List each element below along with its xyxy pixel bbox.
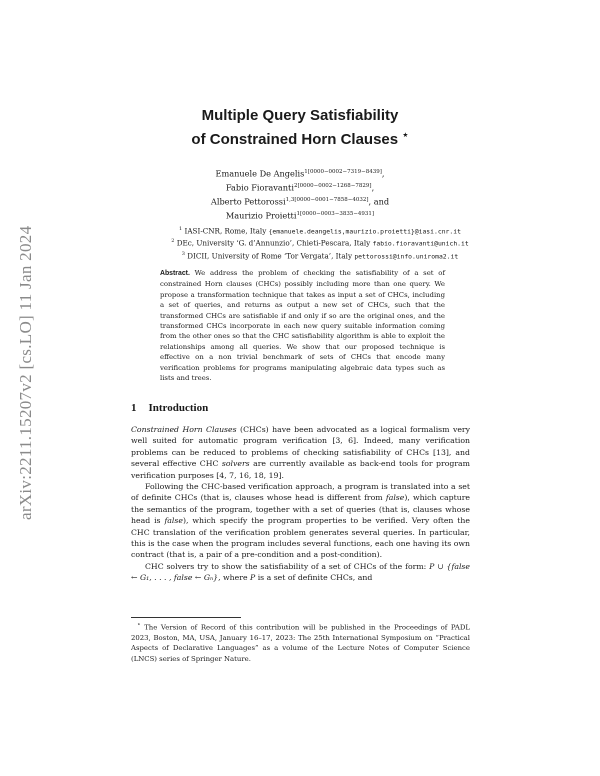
title-line-2: of Constrained Horn Clauses ⋆	[191, 130, 409, 148]
author: Alberto Pettorossi$^{1,3[0000-0001-7858-4032]}$, and	[210, 196, 390, 207]
author: Emanuele De Angelis$^{1[0000-0002-7319-8439]}$,	[215, 168, 385, 179]
affiliation: $^2$ DEc, University ‘G. d’Annunzio’, Chieti-Pescara, Italy fabio.fioravanti@unich.it	[171, 238, 469, 248]
author: Maurizio Proietti$^{1[0000-0003-3835-4931]}$	[225, 210, 375, 221]
footnote-divider	[131, 617, 241, 618]
paper-title	[100, 106, 500, 150]
title-line-1: Multiple Query Satisfiability	[201, 107, 399, 124]
footnote	[131, 620, 470, 664]
section-heading	[131, 402, 208, 414]
affiliation: $^1$ IASI-CNR, Rome, Italy {emanuele.deangelis,maurizio.proietti}@iasi.cnr.it	[179, 226, 461, 236]
paragraph: Constrained Horn Clauses (CHCs) have been advocated as a logical formalism very well suited for automatic program verification [3, 6]. Indeed, many verification problems can be reduced to problems of checking satisfiability of CHCs [13], and several effective CHC solvers are currently available as back-end tools for program verification purposes [4, 7, 16, 18, 19].	[131, 425, 471, 480]
formula: P ∪ {false ← G₁, . . . , false ← Gₙ}	[131, 561, 470, 583]
affiliation-email[interactable]: pettorossi@info.uniroma2.it	[354, 252, 459, 261]
affiliation-email[interactable]: fabio.fioravanti@unich.it	[372, 239, 469, 248]
affiliations	[140, 224, 500, 261]
body-text	[131, 424, 470, 584]
author: Fabio Fioravanti$^{2[0000-0002-1268-7829]}$,	[225, 182, 375, 193]
affiliation: $^3$ DICII, University of Rome ‘Tor Vergata’, Italy pettorossi@info.uniroma2.it	[181, 250, 459, 261]
paragraph: Following the CHC-based verification approach, a program is translated into a set of definite CHCs (that is, clauses whose head is different from false), which capture the semantics of the program, together with a set of queries (that is, clauses whose head is false), which specify the program properties to be verified. Very often the CHC translation of the verification problem generates several queries. In particular, this is the case when the program includes several functions, each one having its own contract (that is, a pair of a pre-condition and a post-condition).	[131, 482, 471, 560]
arxiv-identifier: arXiv:2211.15207v2 [cs.LO] 11 Jan 2024	[16, 225, 35, 520]
section-title: Introduction	[148, 402, 209, 414]
author-list	[150, 166, 450, 222]
affiliation-email[interactable]: {emanuele.deangelis,maurizio.proietti}@iasi.cnr.it	[268, 227, 461, 236]
footnote-text: The Version of Record of this contribution will be published in the Proceedings of PADL 2023, Boston, MA, USA, January 16–17, 2023: The 25th International Symposium on “Practical Aspects of Declarative Languages” as a volume of the Lecture Notes of Computer Science (LNCS) series of Springer Nature.	[131, 623, 470, 663]
footnote-mark: ⋆	[137, 622, 141, 628]
section-number: 1	[131, 402, 137, 414]
abstract	[160, 268, 445, 383]
title-footnote-mark: ⋆	[402, 130, 409, 141]
paragraph: CHC solvers try to show the satisfiability of a set of CHCs of the form: P ∪ {false ← G₁, . . . , false ← Gₙ}, where P is a set of definite CHCs, and	[131, 561, 470, 583]
abstract-label: Abstract.	[160, 270, 190, 277]
abstract-text: We address the problem of checking the satisfiability of a set of constrained Horn clauses (CHCs) possibly including more than one query. We propose a transformation technique that takes as input a set of CHCs, including a set of queries, and returns as output a new set of CHCs, such that the transformed CHCs are satisfiable if and only if so are the original ones, and the transformed CHCs incorporate in each new query suitable information coming from the other ones so that the CHC satisfiability algorithm is able to exploit the relationships among all queries. We show that our proposed technique is effective on a non trivial benchmark of sets of CHCs that encode many verification problems for programs manipulating algebraic data types such as lists and trees.	[160, 269, 445, 383]
